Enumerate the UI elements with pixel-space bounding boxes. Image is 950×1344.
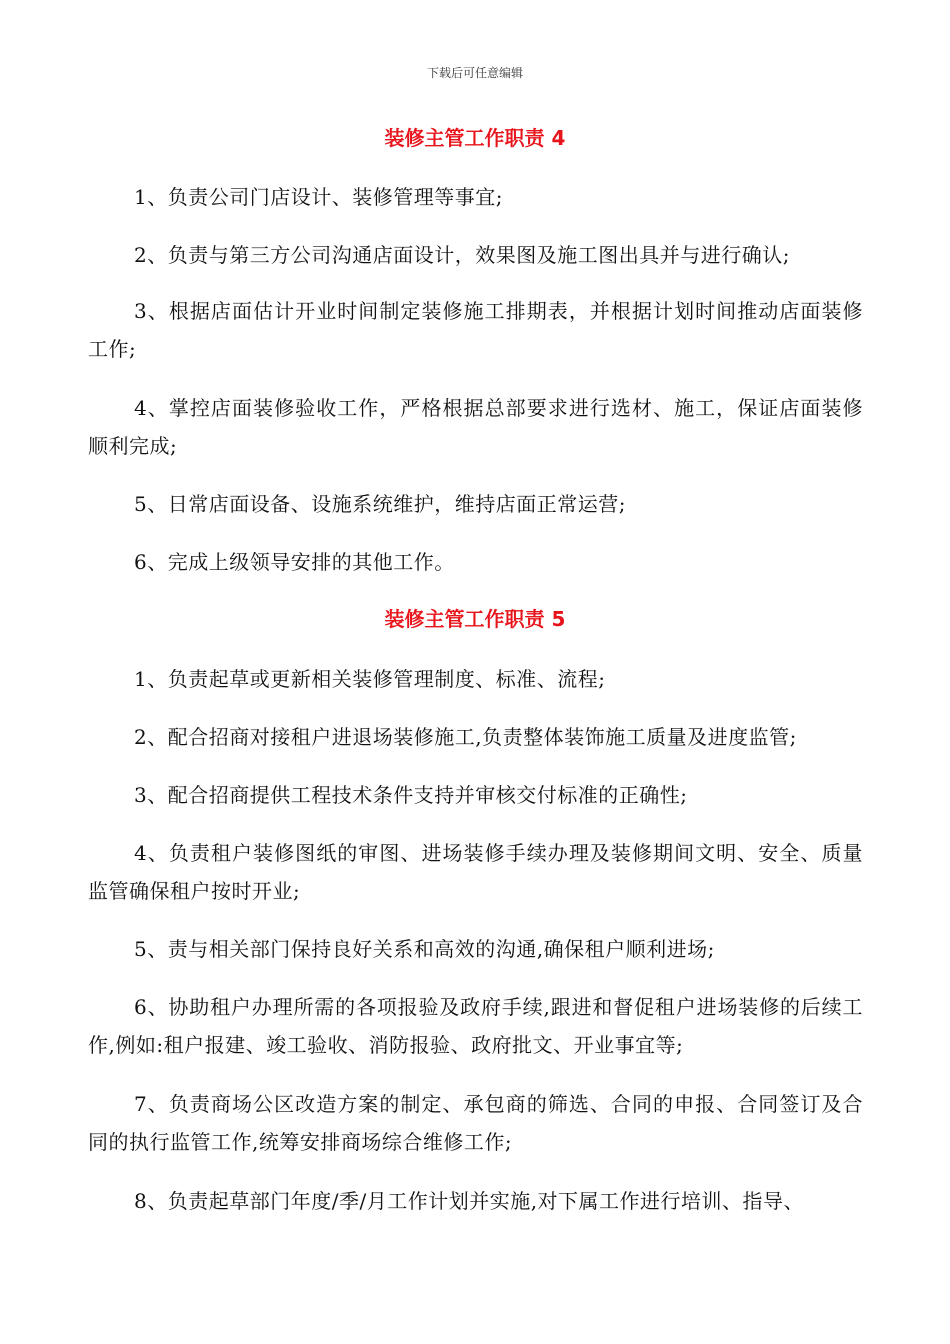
- header-note: 下载后可任意编辑: [426, 66, 523, 80]
- duty-item: 5、日常店面设备、设施系统维护，维持店面正常运营;: [134, 492, 626, 516]
- duty-item: 4、掌控店面装修验收工作，严格根据总部要求进行选材、施工，保证店面装修顺利完成;: [88, 396, 863, 458]
- duty-item: 8、负责起草部门年度/季/月工作计划并实施,对下属工作进行培训、指导、: [134, 1189, 805, 1213]
- duty-item: 1、负责公司门店设计、装修管理等事宜;: [134, 185, 503, 209]
- duty-item: 7、负责商场公区改造方案的制定、承包商的筛选、合同的申报、合同签订及合同的执行监管工作,统筹安排商场综合维修工作;: [88, 1092, 863, 1154]
- duty-item: 3、配合招商提供工程技术条件支持并审核交付标准的正确性;: [134, 783, 688, 807]
- duty-item: 2、负责与第三方公司沟通店面设计，效果图及施工图出具并与进行确认;: [134, 243, 790, 267]
- duty-item: 6、完成上级领导安排的其他工作。: [134, 550, 455, 574]
- section-title-4: 装修主管工作职责 4: [384, 126, 566, 150]
- duty-item: 1、负责起草或更新相关装修管理制度、标准、流程;: [134, 667, 606, 691]
- duty-item: 3、根据店面估计开业时间制定装修施工排期表，并根据计划时间推动店面装修工作;: [88, 299, 863, 361]
- section-title-5: 装修主管工作职责 5: [384, 607, 566, 631]
- duty-item: 4、负责租户装修图纸的审图、进场装修手续办理及装修期间文明、安全、质量监管确保租户按时开业;: [88, 841, 863, 903]
- duty-item: 2、配合招商对接租户进退场装修施工,负责整体装饰施工质量及进度监管;: [134, 725, 797, 749]
- duty-item: 5、责与相关部门保持良好关系和高效的沟通,确保租户顺利进场;: [134, 937, 715, 961]
- duty-item: 6、协助租户办理所需的各项报验及政府手续,跟进和督促租户进场装修的后续工作,例如:租户报建、竣工验收、消防报验、政府批文、开业事宜等;: [88, 995, 863, 1057]
